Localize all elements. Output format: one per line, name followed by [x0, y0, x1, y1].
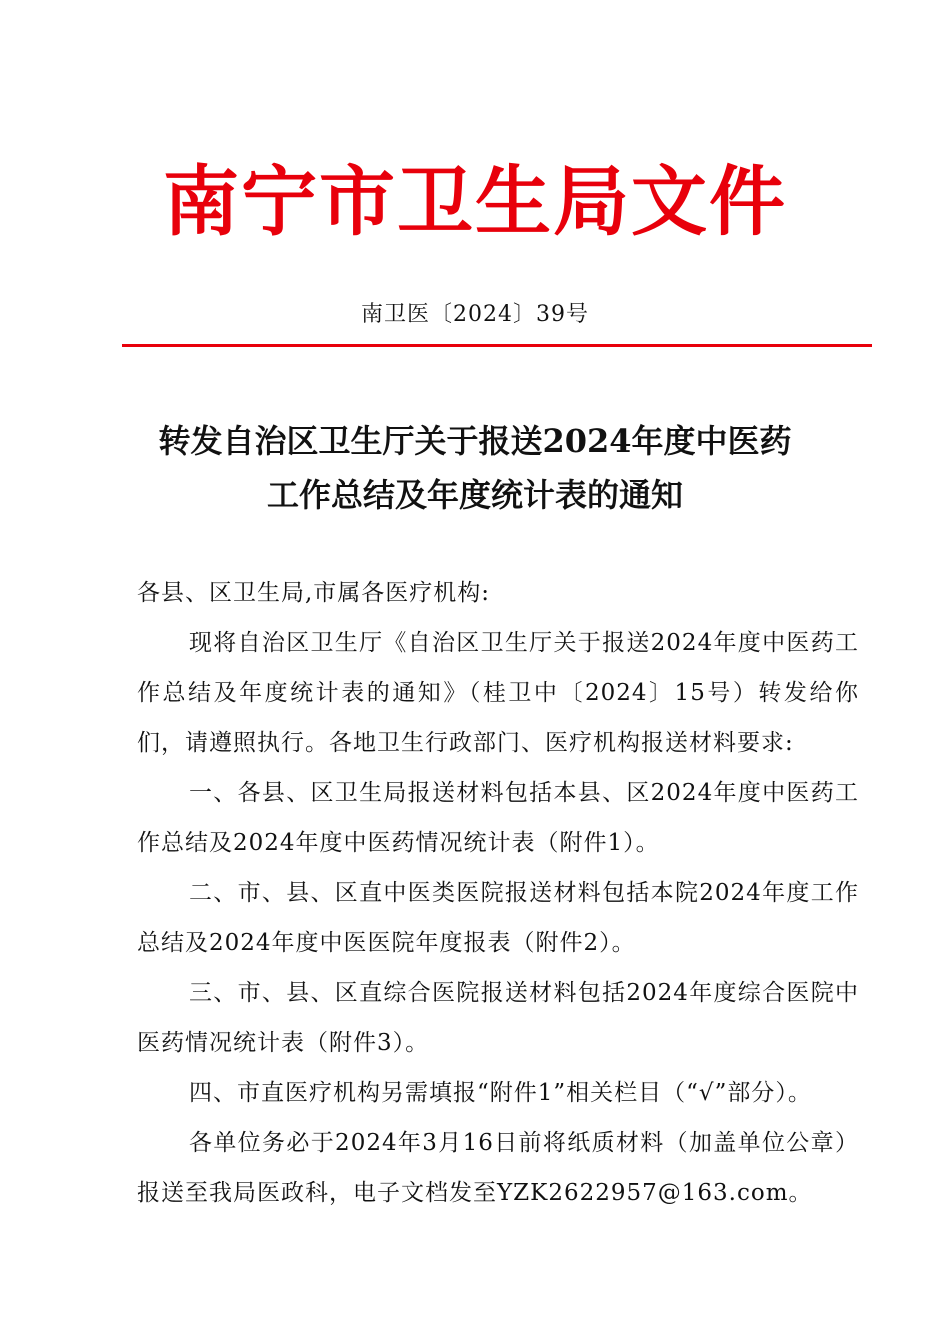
document-title-line-1: 转发自治区卫生厅关于报送2024年度中医药	[158, 422, 792, 460]
document-title-line-2: 工作总结及年度统计表的通知	[266, 476, 683, 514]
body-paragraph-item-1: 一、各县、区卫生局报送材料包括本县、区2024年度中医药工作总结及2024年度中医药情况统计表（附件1）。	[137, 780, 859, 856]
body-paragraph-item-4: 四、市直医疗机构另需填报“附件1”相关栏目（“√”部分）。	[189, 1080, 812, 1106]
red-divider-line	[122, 344, 872, 347]
document-body	[137, 568, 859, 1218]
org-header-title: 南宁市卫生局文件	[163, 157, 787, 246]
body-paragraph-item-2: 二、市、县、区直中医类医院报送材料包括本院2024年度工作总结及2024年度中医医院年度报表（附件2）。	[137, 880, 859, 956]
document-title	[0, 414, 950, 522]
body-paragraph-deadline: 各单位务必于2024年3月16日前将纸质材料（加盖单位公章）报送至我局医政科，电子文档发至YZK2622957@163.com。	[137, 1130, 859, 1206]
salutation: 各县、区卫生局,市属各医疗机构:	[137, 580, 491, 606]
body-paragraph-item-3: 三、市、县、区直综合医院报送材料包括2024年度综合医院中医药情况统计表（附件3）。	[137, 980, 859, 1056]
body-paragraph-intro: 现将自治区卫生厅《自治区卫生厅关于报送2024年度中医药工作总结及年度统计表的通知》（桂卫中〔2024〕15号）转发给你们，请遵照执行。各地卫生行政部门、医疗机构报送材料要求:	[137, 630, 859, 756]
document-number: 南卫医〔2024〕39号	[361, 302, 589, 327]
